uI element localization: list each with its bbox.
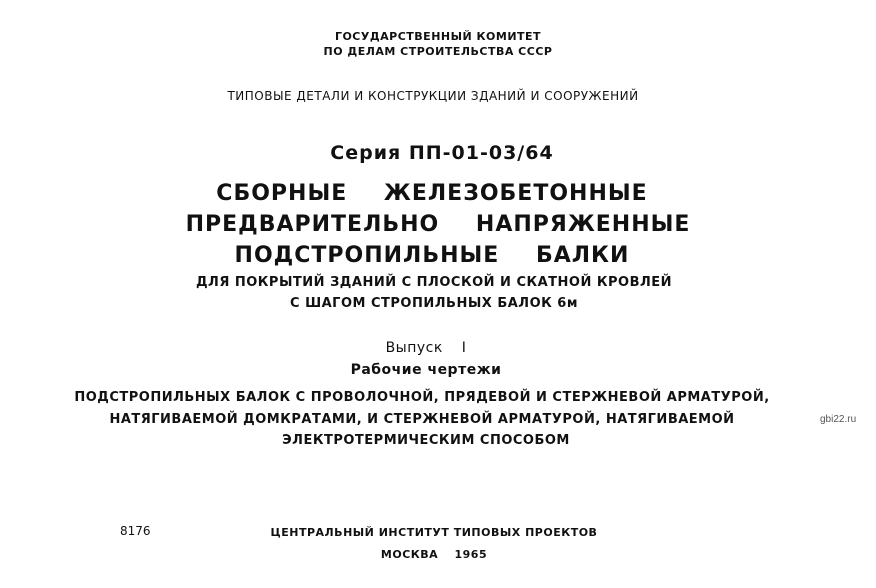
collection-title: ТИПОВЫЕ ДЕТАЛИ И КОНСТРУКЦИИ ЗДАНИЙ И СООРУЖЕНИЙ [227,89,639,103]
document-number: 8176 [120,524,151,538]
subtitle-line-1: ДЛЯ ПОКРЫТИЙ ЗДАНИЙ С ПЛОСКОЙ И СКАТНОЙ КРОВЛЕЙ [195,275,673,290]
institute-name: ЦЕНТРАЛЬНЫЙ ИНСТИТУТ ТИПОВЫХ ПРОЕКТОВ [270,526,598,539]
description-line-3: ЭЛЕКТРОТЕРМИЧЕСКИМ СПОСОБОМ [282,433,570,448]
issue-heading: Рабочие чертежи [350,362,502,378]
series-number: Серия ПП-01-03/64 [330,142,554,164]
title-line-1: СБОРНЫЕ ЖЕЛЕЗОБЕТОННЫЕ [216,181,648,206]
issue-label: Выпуск I [385,340,467,356]
title-line-2: ПРЕДВАРИТЕЛЬНО НАПРЯЖЕННЫЕ [185,212,691,237]
description-line-2: НАТЯГИВАЕМОЙ ДОМКРАТАМИ, И СТЕРЖНЕВОЙ АРМАТУРОЙ, НАТЯГИВАЕМОЙ [109,412,735,427]
org-line-2: ПО ДЕЛАМ СТРОИТЕЛЬСТВА СССР [323,45,553,58]
title-line-3: ПОДСТРОПИЛЬНЫЕ БАЛКИ [234,243,630,268]
watermark-text: gbi22.ru [820,414,857,425]
city-year: МОСКВА 1965 [380,548,488,561]
subtitle-line-2: С ШАГОМ СТРОПИЛЬНЫХ БАЛОК 6м [290,296,578,311]
org-line-1: ГОСУДАРСТВЕННЫЙ КОМИТЕТ [334,30,542,43]
description-line-1: ПОДСТРОПИЛЬНЫХ БАЛОК С ПРОВОЛОЧНОЙ, ПРЯДЕВОЙ И СТЕРЖНЕВОЙ АРМАТУРОЙ, [74,390,770,405]
